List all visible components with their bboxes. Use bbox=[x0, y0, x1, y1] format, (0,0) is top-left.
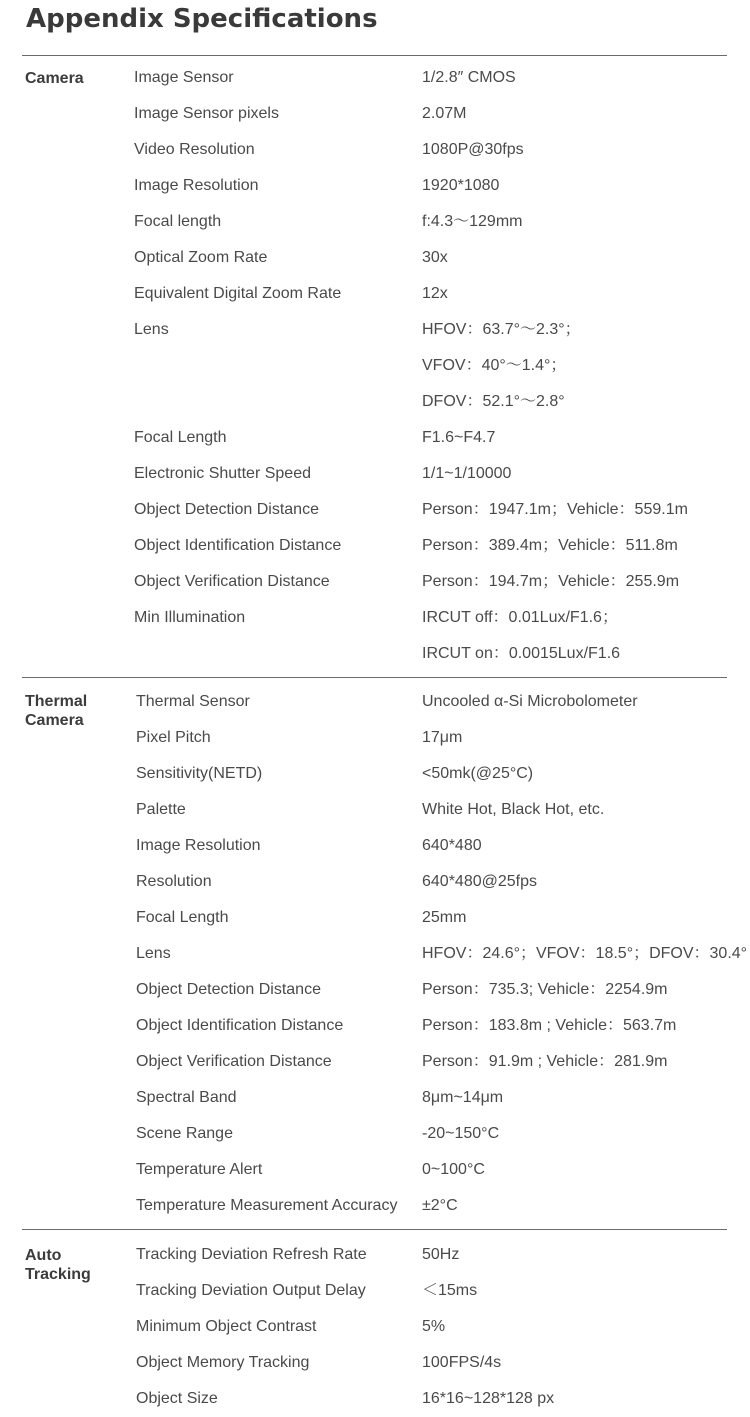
spec-row bbox=[22, 1008, 727, 1044]
spec-value: VFOV：40°〜1.4°； bbox=[422, 357, 567, 374]
spec-value: 640*480@25fps bbox=[422, 873, 537, 890]
spec-value: Person：183.8m ; Vehicle：563.7m bbox=[422, 1017, 677, 1034]
spec-value: ±2°C bbox=[422, 1197, 458, 1214]
spec-row bbox=[22, 828, 727, 864]
spec-label: Object Identification Distance bbox=[136, 1017, 344, 1034]
spec-row bbox=[22, 1152, 727, 1188]
spec-value: Person：194.7m；Vehicle：255.9m bbox=[422, 573, 680, 590]
spec-label: Object Size bbox=[136, 1390, 218, 1407]
spec-value: Person：91.9m ; Vehicle：281.9m bbox=[422, 1053, 668, 1070]
spec-row bbox=[22, 384, 727, 420]
spec-label: Equivalent Digital Zoom Rate bbox=[134, 285, 342, 302]
spec-value: White Hot, Black Hot, etc. bbox=[422, 801, 605, 818]
section-thermal-camera bbox=[22, 677, 748, 1214]
section-camera bbox=[22, 55, 727, 662]
spec-value: f:4.3〜129mm bbox=[422, 213, 523, 230]
spec-row bbox=[22, 1345, 727, 1381]
spec-row bbox=[22, 1044, 727, 1080]
spec-value: Person：735.3; Vehicle：2254.9m bbox=[422, 981, 668, 998]
spec-value: 2.07M bbox=[422, 105, 467, 122]
spec-value: 0~100°C bbox=[422, 1161, 485, 1178]
spec-label: Tracking Deviation Refresh Rate bbox=[136, 1246, 367, 1263]
spec-label: Object Detection Distance bbox=[136, 981, 321, 998]
spec-row bbox=[22, 564, 727, 600]
spec-row bbox=[22, 720, 727, 756]
spec-value: 17μm bbox=[422, 729, 463, 746]
spec-row bbox=[22, 1188, 727, 1224]
spec-value: 8μm~14μm bbox=[422, 1089, 504, 1106]
spec-label: Focal length bbox=[134, 213, 222, 230]
spec-label: Video Resolution bbox=[134, 141, 255, 158]
spec-row bbox=[22, 492, 727, 528]
spec-row bbox=[22, 1116, 727, 1152]
spec-value: <50mk(@25°C) bbox=[422, 765, 534, 782]
page-title: Appendix Specifications bbox=[26, 4, 378, 34]
spec-value: Person：1947.1m；Vehicle：559.1m bbox=[422, 501, 688, 518]
spec-value: 640*480 bbox=[422, 837, 482, 854]
spec-row bbox=[22, 600, 727, 636]
spec-value: 5% bbox=[422, 1318, 446, 1335]
spec-value: -20~150°C bbox=[422, 1125, 500, 1142]
spec-label: Object Memory Tracking bbox=[136, 1354, 310, 1371]
spec-label: Object Verification Distance bbox=[134, 573, 330, 590]
spec-label: Pixel Pitch bbox=[136, 729, 211, 746]
spec-row bbox=[22, 132, 727, 168]
spec-row bbox=[22, 168, 727, 204]
spec-value: 1/1~1/10000 bbox=[422, 465, 512, 482]
spec-value: HFOV：24.6°；VFOV：18.5°；DFOV：30.4° bbox=[422, 945, 748, 962]
spec-label: Image Resolution bbox=[134, 177, 259, 194]
spec-value: 100FPS/4s bbox=[422, 1354, 502, 1371]
spec-label: Tracking Deviation Output Delay bbox=[136, 1282, 366, 1299]
spec-label: Palette bbox=[136, 801, 186, 818]
spec-label: Optical Zoom Rate bbox=[134, 249, 268, 266]
spec-label: Min Illumination bbox=[134, 609, 246, 626]
spec-label: Focal Length bbox=[134, 429, 227, 446]
spec-row bbox=[22, 1080, 727, 1116]
spec-label: Electronic Shutter Speed bbox=[134, 465, 311, 482]
spec-value: 1920*1080 bbox=[422, 177, 500, 194]
spec-value: Uncooled α-Si Microbolometer bbox=[422, 693, 638, 710]
spec-value: 1/2.8″ CMOS bbox=[422, 69, 516, 86]
spec-row bbox=[22, 456, 727, 492]
spec-label: Focal Length bbox=[136, 909, 229, 926]
spec-value: 25mm bbox=[422, 909, 467, 926]
spec-value: 12x bbox=[422, 285, 448, 302]
spec-value: 30x bbox=[422, 249, 448, 266]
section-label: Camera bbox=[25, 70, 84, 87]
spec-value: F1.6~F4.7 bbox=[422, 429, 496, 446]
spec-label: Lens bbox=[136, 945, 171, 962]
spec-label: Image Sensor bbox=[134, 69, 234, 86]
spec-row bbox=[22, 1309, 727, 1345]
spec-label: Temperature Alert bbox=[136, 1161, 263, 1178]
spec-label: Object Verification Distance bbox=[136, 1053, 332, 1070]
spec-label: Temperature Measurement Accuracy bbox=[136, 1197, 398, 1214]
spec-row bbox=[22, 1237, 727, 1273]
spec-row bbox=[22, 348, 727, 384]
spec-value: 16*16~128*128 px bbox=[422, 1390, 555, 1407]
spec-row bbox=[22, 972, 727, 1008]
spec-row bbox=[22, 60, 727, 96]
spec-label: Scene Range bbox=[136, 1125, 233, 1142]
spec-row bbox=[22, 900, 727, 936]
spec-row bbox=[22, 240, 727, 276]
spec-row bbox=[22, 684, 727, 720]
spec-row bbox=[22, 936, 748, 972]
spec-row bbox=[22, 276, 727, 312]
spec-value: HFOV：63.7°〜2.3°； bbox=[422, 321, 581, 338]
spec-row bbox=[22, 756, 727, 792]
spec-label: Spectral Band bbox=[136, 1089, 237, 1106]
spec-value: IRCUT on：0.0015Lux/F1.6 bbox=[422, 645, 621, 662]
spec-value: 50Hz bbox=[422, 1246, 460, 1263]
spec-row bbox=[22, 312, 727, 348]
spec-row bbox=[22, 636, 727, 672]
spec-label: Resolution bbox=[136, 873, 212, 890]
spec-label: Object Detection Distance bbox=[134, 501, 319, 518]
section-auto-tracking bbox=[22, 1229, 727, 1407]
section-label: Thermal Camera bbox=[25, 693, 88, 729]
spec-value: IRCUT off：0.01Lux/F1.6； bbox=[422, 609, 618, 626]
spec-label: Lens bbox=[134, 321, 169, 338]
spec-label: Image Sensor pixels bbox=[134, 105, 279, 122]
spec-row bbox=[22, 1381, 727, 1417]
spec-row bbox=[22, 420, 727, 456]
spec-row bbox=[22, 528, 727, 564]
spec-label: Object Identification Distance bbox=[134, 537, 342, 554]
spec-label: Thermal Sensor bbox=[136, 693, 250, 710]
spec-row bbox=[22, 96, 727, 132]
spec-row bbox=[22, 864, 727, 900]
section-label: Auto Tracking bbox=[25, 1247, 91, 1283]
spec-row bbox=[22, 792, 727, 828]
spec-value: ＜15ms bbox=[422, 1282, 478, 1299]
spec-value: Person：389.4m；Vehicle：511.8m bbox=[422, 537, 678, 554]
spec-label: Sensitivity(NETD) bbox=[136, 765, 263, 782]
spec-value: DFOV：52.1°〜2.8° bbox=[422, 393, 565, 410]
spec-row bbox=[22, 1273, 727, 1309]
spec-label: Image Resolution bbox=[136, 837, 261, 854]
spec-row bbox=[22, 204, 727, 240]
spec-value: 1080P@30fps bbox=[422, 141, 524, 158]
spec-label: Minimum Object Contrast bbox=[136, 1318, 317, 1335]
